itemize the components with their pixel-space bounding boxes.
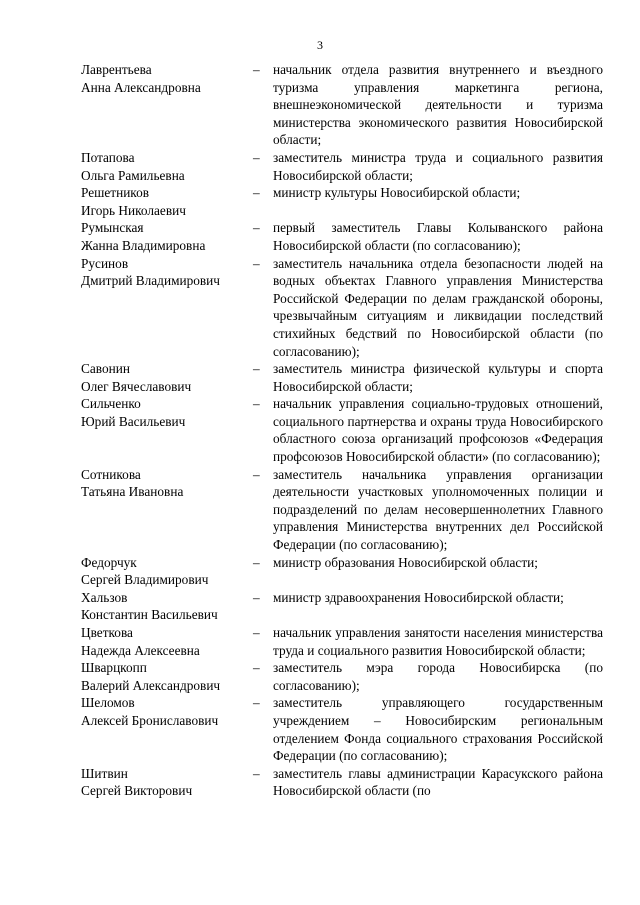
list-item: [81, 149, 603, 184]
member-name: [81, 624, 253, 659]
member-role: начальник управления социально-трудовых отношений, социального партнерства и охраны труда Новосибирского областного союза организаций профсоюзов «Федерация профсоюзов Новосибирской области» (по согласованию);: [273, 396, 603, 465]
member-given-names: Татьяна Ивановна: [81, 484, 184, 500]
member-role: заместитель министра физической культуры и спорта Новосибирской области;: [273, 361, 603, 394]
member-name: [81, 395, 253, 430]
member-role: заместитель начальника управления организации деятельности участковых уполномоченных полиции и подразделений по делам несовершеннолетних Главного управления Министерства внутренних дел Российской Федерации (по согласованию);: [273, 466, 603, 553]
member-name: [81, 466, 253, 501]
list-item: [81, 395, 603, 465]
member-name: [81, 765, 253, 800]
member-role: начальник отдела развития внутреннего и въездного туризма управления маркетинга региона, внешнеэкономической деятельности и туризма министерства экономического развития Новосибирской области;: [273, 62, 603, 148]
member-surname: Лаврентьева: [81, 62, 152, 77]
separator-dash: –: [253, 62, 260, 77]
separator-dash: –: [253, 185, 260, 201]
member-given-names: Игорь Николаевич: [81, 202, 186, 218]
member-name: [81, 149, 253, 184]
separator-dash: –: [253, 149, 260, 165]
list-item: [81, 694, 603, 764]
member-list: [81, 61, 603, 800]
separator-dash: –: [253, 466, 260, 482]
member-role: заместитель главы администрации Карасукского района Новосибирской области (по: [273, 765, 603, 799]
member-surname: Шеломов: [81, 695, 135, 711]
member-surname: Цветкова: [81, 625, 133, 640]
member-role: заместитель начальника отдела безопасности людей на водных объектах Главного управления Министерства Российской Федерации по делам гражданской обороны, чрезвычайным ситуациям и ликвидации последствий стихийных бедствий по Новосибирской области (по согласованию);: [273, 255, 603, 359]
separator-dash: –: [253, 625, 260, 640]
page-number: 3: [317, 38, 323, 52]
separator-dash: –: [253, 554, 260, 570]
member-given-names: Сергей Владимирович: [81, 572, 209, 588]
separator-dash: –: [253, 220, 260, 236]
member-surname: Сотникова: [81, 466, 141, 482]
member-name: [81, 61, 253, 96]
member-surname: Решетников: [81, 185, 150, 201]
member-name: [81, 554, 253, 589]
member-surname: Сильченко: [81, 396, 141, 412]
member-role: заместитель управляющего государственным учреждением – Новосибирским региональным отделением Фонда социального страхования Российской Федерации (по согласованию);: [273, 695, 603, 764]
member-given-names: Константин Васильевич: [81, 607, 218, 623]
separator-dash: –: [253, 396, 260, 412]
member-surname: Савонин: [81, 361, 130, 377]
member-surname: Федорчук: [81, 554, 137, 570]
separator-dash: –: [253, 589, 260, 605]
member-name: [81, 219, 253, 254]
list-item: [81, 624, 603, 659]
separator-dash: –: [253, 361, 260, 377]
member-given-names: Ольга Рамильевна: [81, 167, 185, 183]
member-surname: Хальзов: [81, 589, 128, 605]
separator-dash: –: [253, 660, 260, 676]
member-surname: Румынская: [81, 220, 144, 236]
member-role: министр здравоохранения Новосибирской области;: [273, 589, 564, 605]
member-given-names: Дмитрий Владимирович: [81, 273, 220, 289]
member-name: [81, 694, 253, 729]
member-name: [81, 255, 253, 290]
list-item: [81, 184, 603, 219]
member-role: первый заместитель Главы Колыванского района Новосибирской области (по согласованию);: [273, 220, 603, 253]
list-item: [81, 765, 603, 800]
member-role: министр образования Новосибирской области;: [273, 554, 538, 570]
member-given-names: Анна Александровна: [81, 79, 201, 95]
member-role: начальник управления занятости населения министерства труда и социального развития Новосибирской области;: [273, 625, 603, 658]
member-name: [81, 184, 253, 219]
separator-dash: –: [253, 695, 260, 711]
member-given-names: Жанна Владимировна: [81, 237, 206, 253]
member-given-names: Надежда Алексеевна: [81, 642, 200, 658]
list-item: [81, 589, 603, 624]
member-name: [81, 659, 253, 694]
member-name: [81, 589, 253, 624]
member-given-names: Алексей Брониславович: [81, 712, 219, 728]
list-item: [81, 255, 603, 361]
member-role: министр культуры Новосибирской области;: [273, 185, 521, 201]
member-given-names: Сергей Викторович: [81, 783, 193, 799]
list-item: [81, 554, 603, 589]
member-surname: Потапова: [81, 149, 135, 165]
member-surname: Русинов: [81, 255, 129, 271]
separator-dash: –: [253, 765, 260, 781]
member-surname: Шитвин: [81, 765, 128, 781]
member-surname: Шварцкопп: [81, 660, 147, 676]
list-item: [81, 61, 603, 149]
separator-dash: –: [253, 255, 260, 271]
list-item: [81, 219, 603, 254]
list-item: [81, 360, 603, 395]
list-item: [81, 466, 603, 554]
member-given-names: Юрий Васильевич: [81, 413, 186, 429]
member-given-names: Валерий Александрович: [81, 677, 221, 693]
member-name: [81, 360, 253, 395]
member-role: заместитель мэра города Новосибирска (по согласованию);: [273, 660, 603, 693]
member-given-names: Олег Вячеславович: [81, 378, 192, 394]
member-role: заместитель министра труда и социального развития Новосибирской области;: [273, 149, 603, 183]
list-item: [81, 659, 603, 694]
